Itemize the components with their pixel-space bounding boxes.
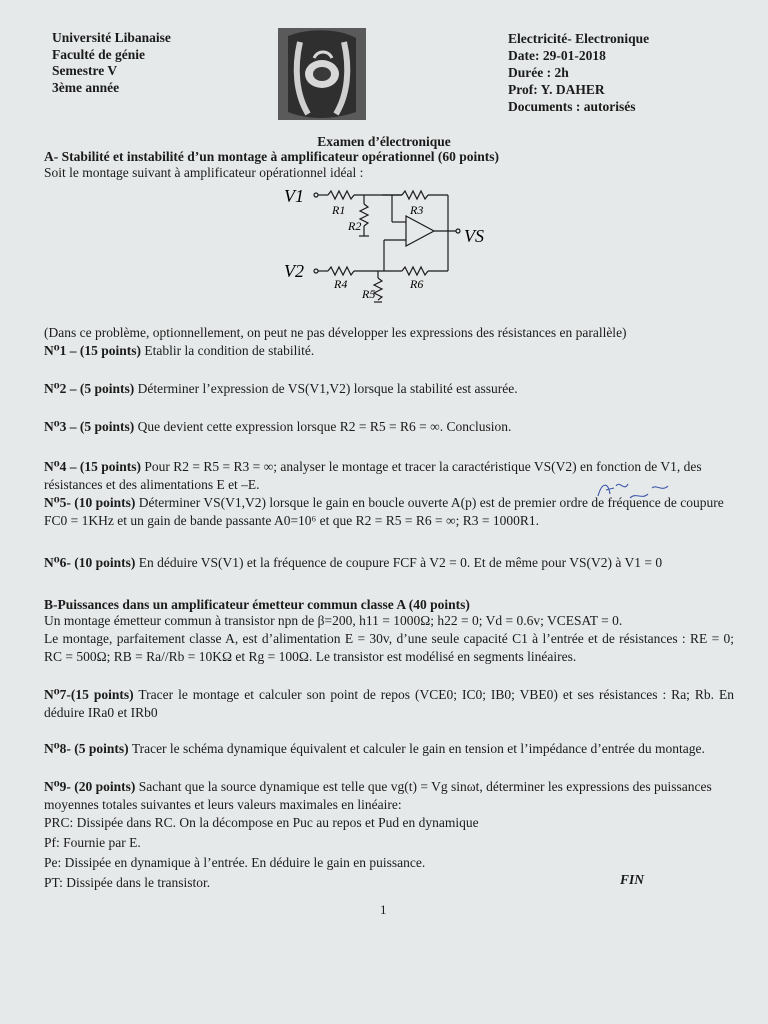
section-b-intro-2: Le montage, parfaitement classe A, est d’alimentation E = 30v, d’une seule capacité C1 à l’entrée et de résistances : RE = 0; RC = 500Ω; RB = Ra//Rb = 10KΩ et Rg = 100Ω. Le transistor est modélisé en segments linéaires. bbox=[44, 631, 734, 664]
question-5-text: Déterminer VS(V1,V2) lorsque le gain en boucle ouverte A(p) est de premier ordre de fréquence de coupure FC0 = 1KHz et un gain de bande passante A0=10⁶ et que R2 = R5 = R6 = ∞; R3 = 1000R1. bbox=[44, 495, 724, 528]
university-name: Université Libanaise bbox=[52, 30, 171, 45]
question-7 bbox=[44, 686, 734, 721]
r5-label: R5 bbox=[362, 287, 376, 301]
section-a-intro: Soit le montage suivant à amplificateur opérationnel idéal : bbox=[44, 165, 364, 180]
question-2-label: N⁰2 – (5 points) bbox=[44, 381, 135, 396]
documents-policy: Documents : autorisés bbox=[508, 99, 636, 114]
power-pe: Pe: Dissipée en dynamique à l’entrée. En déduire le gain en puissance. bbox=[44, 855, 426, 870]
year: 3ème année bbox=[52, 79, 120, 95]
power-prc: PRC: Dissipée dans RC. On la décompose en Puc au repos et Pud en dynamique bbox=[44, 815, 479, 830]
question-5-label: N⁰5- (10 points) bbox=[44, 495, 136, 510]
question-1-text: Etablir la condition de stabilité. bbox=[144, 343, 315, 358]
question-6-text: En déduire VS(V1) et la fréquence de coupure FCF à V2 = 0. Et de même pour VS(V2) à V1 = 0 bbox=[138, 555, 663, 570]
question-7-label: N⁰7-(15 points) bbox=[44, 687, 134, 702]
page-number: 1 bbox=[380, 902, 387, 917]
question-1 bbox=[44, 342, 734, 360]
section-a-heading: A- Stabilité et instabilité d’un montage à amplificateur opérationnel (60 points) bbox=[44, 149, 499, 164]
question-6-label: N⁰6- (10 points) bbox=[44, 555, 136, 570]
opamp-circuit-diagram bbox=[282, 182, 502, 304]
professor: Prof: Y. DAHER bbox=[508, 82, 605, 97]
r6-label: R6 bbox=[410, 277, 424, 291]
power-pt: PT: Dissipée dans le transistor. bbox=[44, 875, 211, 890]
power-pf: Pf: Fournie par E. bbox=[44, 835, 141, 850]
exam-title: Examen d’électronique bbox=[317, 134, 451, 149]
exam-duration: Durée : 2h bbox=[508, 65, 569, 80]
question-8 bbox=[44, 740, 734, 758]
question-9 bbox=[44, 778, 734, 813]
question-4-label: N⁰4 – (15 points) bbox=[44, 459, 142, 474]
question-9-label: N⁰9- (20 points) bbox=[44, 779, 136, 794]
exam-date: Date: 29-01-2018 bbox=[508, 48, 606, 63]
question-3 bbox=[44, 418, 734, 436]
r3-label: R3 bbox=[410, 203, 424, 217]
question-8-text: Tracer le schéma dynamique équivalent et calculer le gain en tension et l’impédance d’entrée du montage. bbox=[131, 741, 705, 756]
v1-label: V1 bbox=[284, 186, 304, 206]
semester: Semestre V bbox=[52, 63, 118, 78]
university-logo bbox=[278, 28, 366, 120]
section-b-intro-1: Un montage émetteur commun à transistor npn de β=200, h11 = 1000Ω; h22 = 0; Vd = 0.6v; VCESAT = 0. bbox=[44, 613, 623, 628]
course-name: Electricité- Electronique bbox=[508, 31, 650, 46]
r1-label: R1 bbox=[332, 203, 346, 217]
question-3-text: Que devient cette expression lorsque R2 = R5 = R6 = ∞. Conclusion. bbox=[137, 419, 512, 434]
question-5 bbox=[44, 494, 734, 529]
question-7-text: Tracer le montage et calculer son point de repos (VCE0; IC0; IB0; VBE0) et ses résistances : Ra; Rb. En déduire IRa0 et IRb0 bbox=[44, 687, 734, 720]
section-b-heading: B-Puissances dans un amplificateur émetteur commun classe A (40 points) bbox=[44, 597, 470, 612]
question-1-label: N⁰1 – (15 points) bbox=[44, 343, 142, 358]
question-3-label: N⁰3 – (5 points) bbox=[44, 419, 135, 434]
end-mark: FIN bbox=[620, 872, 645, 887]
r4-label: R4 bbox=[334, 277, 348, 291]
question-2-text: Déterminer l’expression de VS(V1,V2) lorsque la stabilité est assurée. bbox=[137, 381, 518, 396]
faculty-name: Faculté de génie bbox=[52, 46, 145, 62]
question-8-label: N⁰8- (5 points) bbox=[44, 741, 129, 756]
question-9-text: Sachant que la source dynamique est telle que vg(t) = Vg sinωt, déterminer les expressions des puissances moyennes totales suivantes et leurs valeurs maximales en linéaire: bbox=[44, 779, 712, 812]
header-right bbox=[508, 30, 649, 115]
vs-label: VS bbox=[464, 226, 484, 246]
question-6 bbox=[44, 554, 734, 572]
question-4-text: Pour R2 = R5 = R3 = ∞; analyser le montage et tracer la caractéristique VS(V2) en fonction de V1, des résistances et des alimentations E et –E. bbox=[44, 459, 702, 492]
header-left bbox=[52, 30, 171, 96]
section-a-note: (Dans ce problème, optionnellement, on peut ne pas développer les expressions des résistances en parallèle) bbox=[44, 325, 627, 340]
question-2 bbox=[44, 380, 734, 398]
v2-label: V2 bbox=[284, 261, 304, 281]
r2-label: R2 bbox=[348, 219, 362, 233]
